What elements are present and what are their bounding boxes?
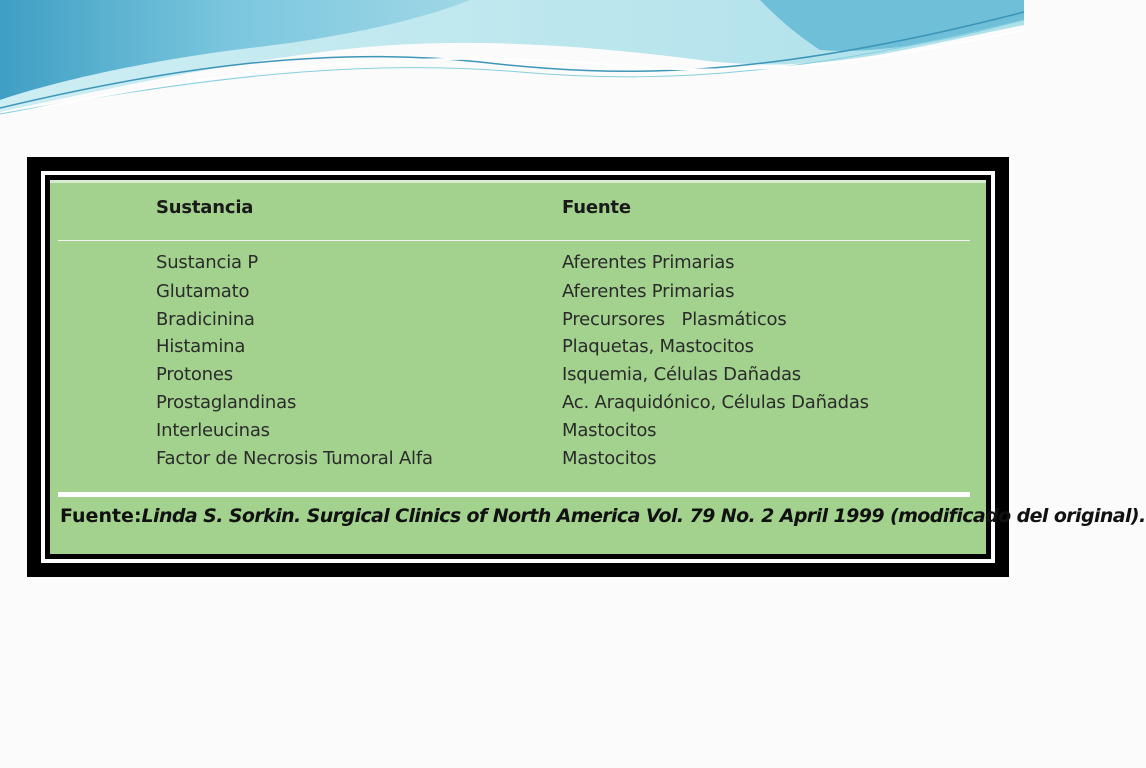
row-sustancia: Interleucinas <box>156 420 270 441</box>
source-citation <box>60 503 1146 529</box>
table-frame <box>27 157 1146 577</box>
wave-decoration <box>0 0 1024 120</box>
row-fuente: Mastocitos <box>562 420 657 441</box>
row-fuente: Aferentes Primarias <box>562 281 735 302</box>
row-sustancia: Bradicinina <box>156 309 255 330</box>
header-divider <box>58 240 970 241</box>
row-fuente: Ac. Araquidónico, Células Dañadas <box>562 392 869 413</box>
row-sustancia: Factor de Necrosis Tumoral Alfa <box>156 448 433 469</box>
citation-label: Fuente: <box>60 505 142 527</box>
row-fuente: Isquemia, Células Dañadas <box>562 364 801 385</box>
row-fuente: Mastocitos <box>562 448 657 469</box>
row-fuente: Plaquetas, Mastocitos <box>562 336 754 357</box>
citation-text: Linda S. Sorkin. Surgical Clinics of North America Vol. 79 No. 2 April 1999 (modificado del original). <box>141 505 1146 527</box>
header-sustancia: Sustancia <box>156 197 254 218</box>
substance-source-table <box>50 180 1146 554</box>
row-fuente: Aferentes Primarias <box>562 252 735 273</box>
header-fuente: Fuente <box>562 197 631 218</box>
row-sustancia: Sustancia P <box>156 252 259 273</box>
row-sustancia: Glutamato <box>156 281 250 302</box>
row-sustancia: Prostaglandinas <box>156 392 297 413</box>
row-sustancia: Protones <box>156 364 233 385</box>
row-fuente: Precursores Plasmáticos <box>562 309 787 330</box>
footer-divider <box>58 492 970 497</box>
row-sustancia: Histamina <box>156 336 246 357</box>
